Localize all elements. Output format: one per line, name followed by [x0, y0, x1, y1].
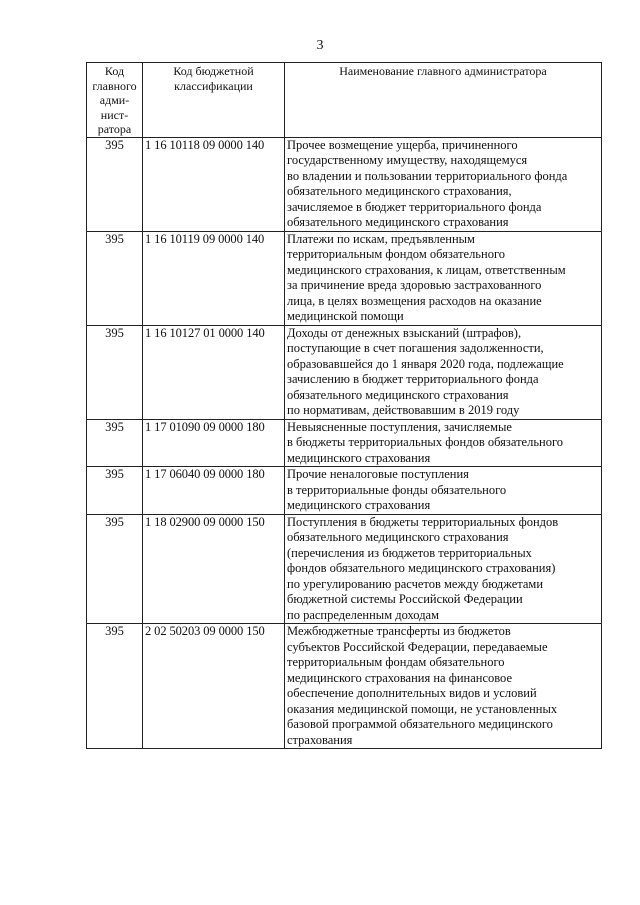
admin-name-line: по распределенным доходам: [287, 607, 440, 622]
table-row: [87, 231, 602, 325]
admin-name-cell: [285, 419, 602, 467]
budget-code-cell: 1 16 10119 09 0000 140: [143, 231, 285, 325]
table-row: [87, 624, 602, 749]
header-line: Наименование главного администратора: [339, 64, 547, 78]
admin-name-line: территориальным фондам обязательного: [287, 655, 505, 669]
admin-name-line: по нормативам, действовавшим в 2019 году: [287, 403, 520, 417]
admin-name-line: медицинского страхования, к лицам, ответственным: [287, 262, 566, 277]
table-body: [87, 63, 602, 749]
admin-name-line: в территориальные фонды обязательного: [287, 482, 507, 497]
admin-name-line: медицинского страхования на финансовое: [287, 670, 513, 685]
admin-name-line: за причинение вреда здоровью застрахованного: [287, 278, 542, 292]
admin-name-line: базовой программой обязательного медицинского: [287, 717, 553, 731]
admin-name-line: обеспечение дополнительных видов и условий: [287, 686, 537, 700]
budget-code-cell: 1 17 06040 09 0000 180: [143, 467, 285, 515]
admin-code-cell: 395: [87, 419, 143, 467]
admin-name-line: страхования: [287, 732, 353, 747]
admin-name-line: субъектов Российской Федерации, передаваемые: [287, 639, 548, 654]
budget-code-cell: 1 16 10127 01 0000 140: [143, 325, 285, 419]
admin-name-line: Платежи по искам, предъявленным: [287, 231, 475, 246]
admin-name-line: территориальным фондом обязательного: [287, 247, 506, 261]
header-admin-name: [285, 63, 602, 138]
admin-name-cell: [285, 325, 602, 419]
admin-name-cell: [285, 231, 602, 325]
header-line: классификации: [174, 78, 253, 93]
admin-name-line: государственному имуществу, находящемуся: [287, 153, 528, 167]
header-budget-code: [143, 63, 285, 138]
header-line: адми-: [99, 93, 130, 107]
budget-code-cell: 2 02 50203 09 0000 150: [143, 624, 285, 749]
admin-name-line: обязательного медицинского страхования: [287, 387, 509, 402]
admin-code-cell: 395: [87, 231, 143, 325]
budget-code-cell: 1 17 01090 09 0000 180: [143, 419, 285, 467]
admin-name-line: образовавшейся до 1 января 2020 года, подлежащие: [287, 356, 564, 371]
admin-name-line: фондов обязательного медицинского страхования): [287, 561, 556, 575]
admin-name-line: в бюджеты территориальных фондов обязательного: [287, 435, 564, 449]
admin-name-line: по урегулированию расчетов между бюджетами: [287, 576, 544, 591]
table-row: [87, 419, 602, 467]
budget-code-cell: 1 18 02900 09 0000 150: [143, 514, 285, 624]
admin-name-line: зачисляемое в бюджет территориального фонда: [287, 199, 542, 214]
admin-name-line: во владении и пользовании территориального фонда: [287, 168, 568, 183]
admin-name-line: Прочие неналоговые поступления: [287, 467, 469, 481]
header-line: Код: [104, 64, 125, 78]
admin-name-line: медицинского страхования: [287, 498, 431, 512]
budget-classification-table: [86, 62, 602, 749]
header-line: Код бюджетной: [173, 64, 254, 78]
admin-name-line: зачислению в бюджет территориального фонда: [287, 372, 539, 386]
admin-name-line: оказания медицинской помощи, не установленных: [287, 701, 558, 716]
table-row: [87, 467, 602, 515]
admin-name-line: Доходы от денежных взысканий (штрафов),: [287, 325, 522, 340]
admin-name-line: обязательного медицинского страхования: [287, 215, 509, 229]
table-row: [87, 137, 602, 231]
admin-name-cell: [285, 137, 602, 231]
admin-code-cell: 395: [87, 467, 143, 515]
admin-code-cell: 395: [87, 624, 143, 749]
admin-name-line: Межбюджетные трансферты из бюджетов: [287, 624, 511, 638]
header-admin-code: [87, 63, 143, 138]
budget-code-cell: 1 16 10118 09 0000 140: [143, 137, 285, 231]
header-line: нист-: [100, 107, 129, 122]
admin-name-line: (перечисления из бюджетов территориальных: [287, 545, 532, 560]
table-row: [87, 325, 602, 419]
table-row: [87, 514, 602, 624]
header-line: ратора: [97, 122, 132, 136]
admin-name-line: обязательного медицинского страхования,: [287, 184, 512, 198]
admin-name-line: Прочее возмещение ущерба, причиненного: [287, 137, 518, 152]
admin-code-cell: 395: [87, 325, 143, 419]
header-line: главного: [92, 78, 137, 93]
page-number: 3: [316, 38, 324, 53]
table-header-row: [87, 63, 602, 138]
admin-name-line: Поступления в бюджеты территориальных фондов: [287, 514, 559, 529]
admin-name-line: Невыясненные поступления, зачисляемые: [287, 419, 512, 434]
admin-name-cell: [285, 624, 602, 749]
admin-code-cell: 395: [87, 514, 143, 624]
admin-name-line: поступающие в счет погашения задолженности,: [287, 341, 544, 355]
admin-name-line: медицинской помощи: [287, 309, 404, 323]
admin-name-line: бюджетной системы Российской Федерации: [287, 592, 523, 606]
admin-name-line: лица, в целях возмещения расходов на оказание: [287, 293, 542, 308]
admin-name-cell: [285, 467, 602, 515]
admin-name-cell: [285, 514, 602, 624]
admin-name-line: обязательного медицинского страхования: [287, 530, 509, 544]
admin-name-line: медицинского страхования: [287, 450, 431, 465]
admin-code-cell: 395: [87, 137, 143, 231]
